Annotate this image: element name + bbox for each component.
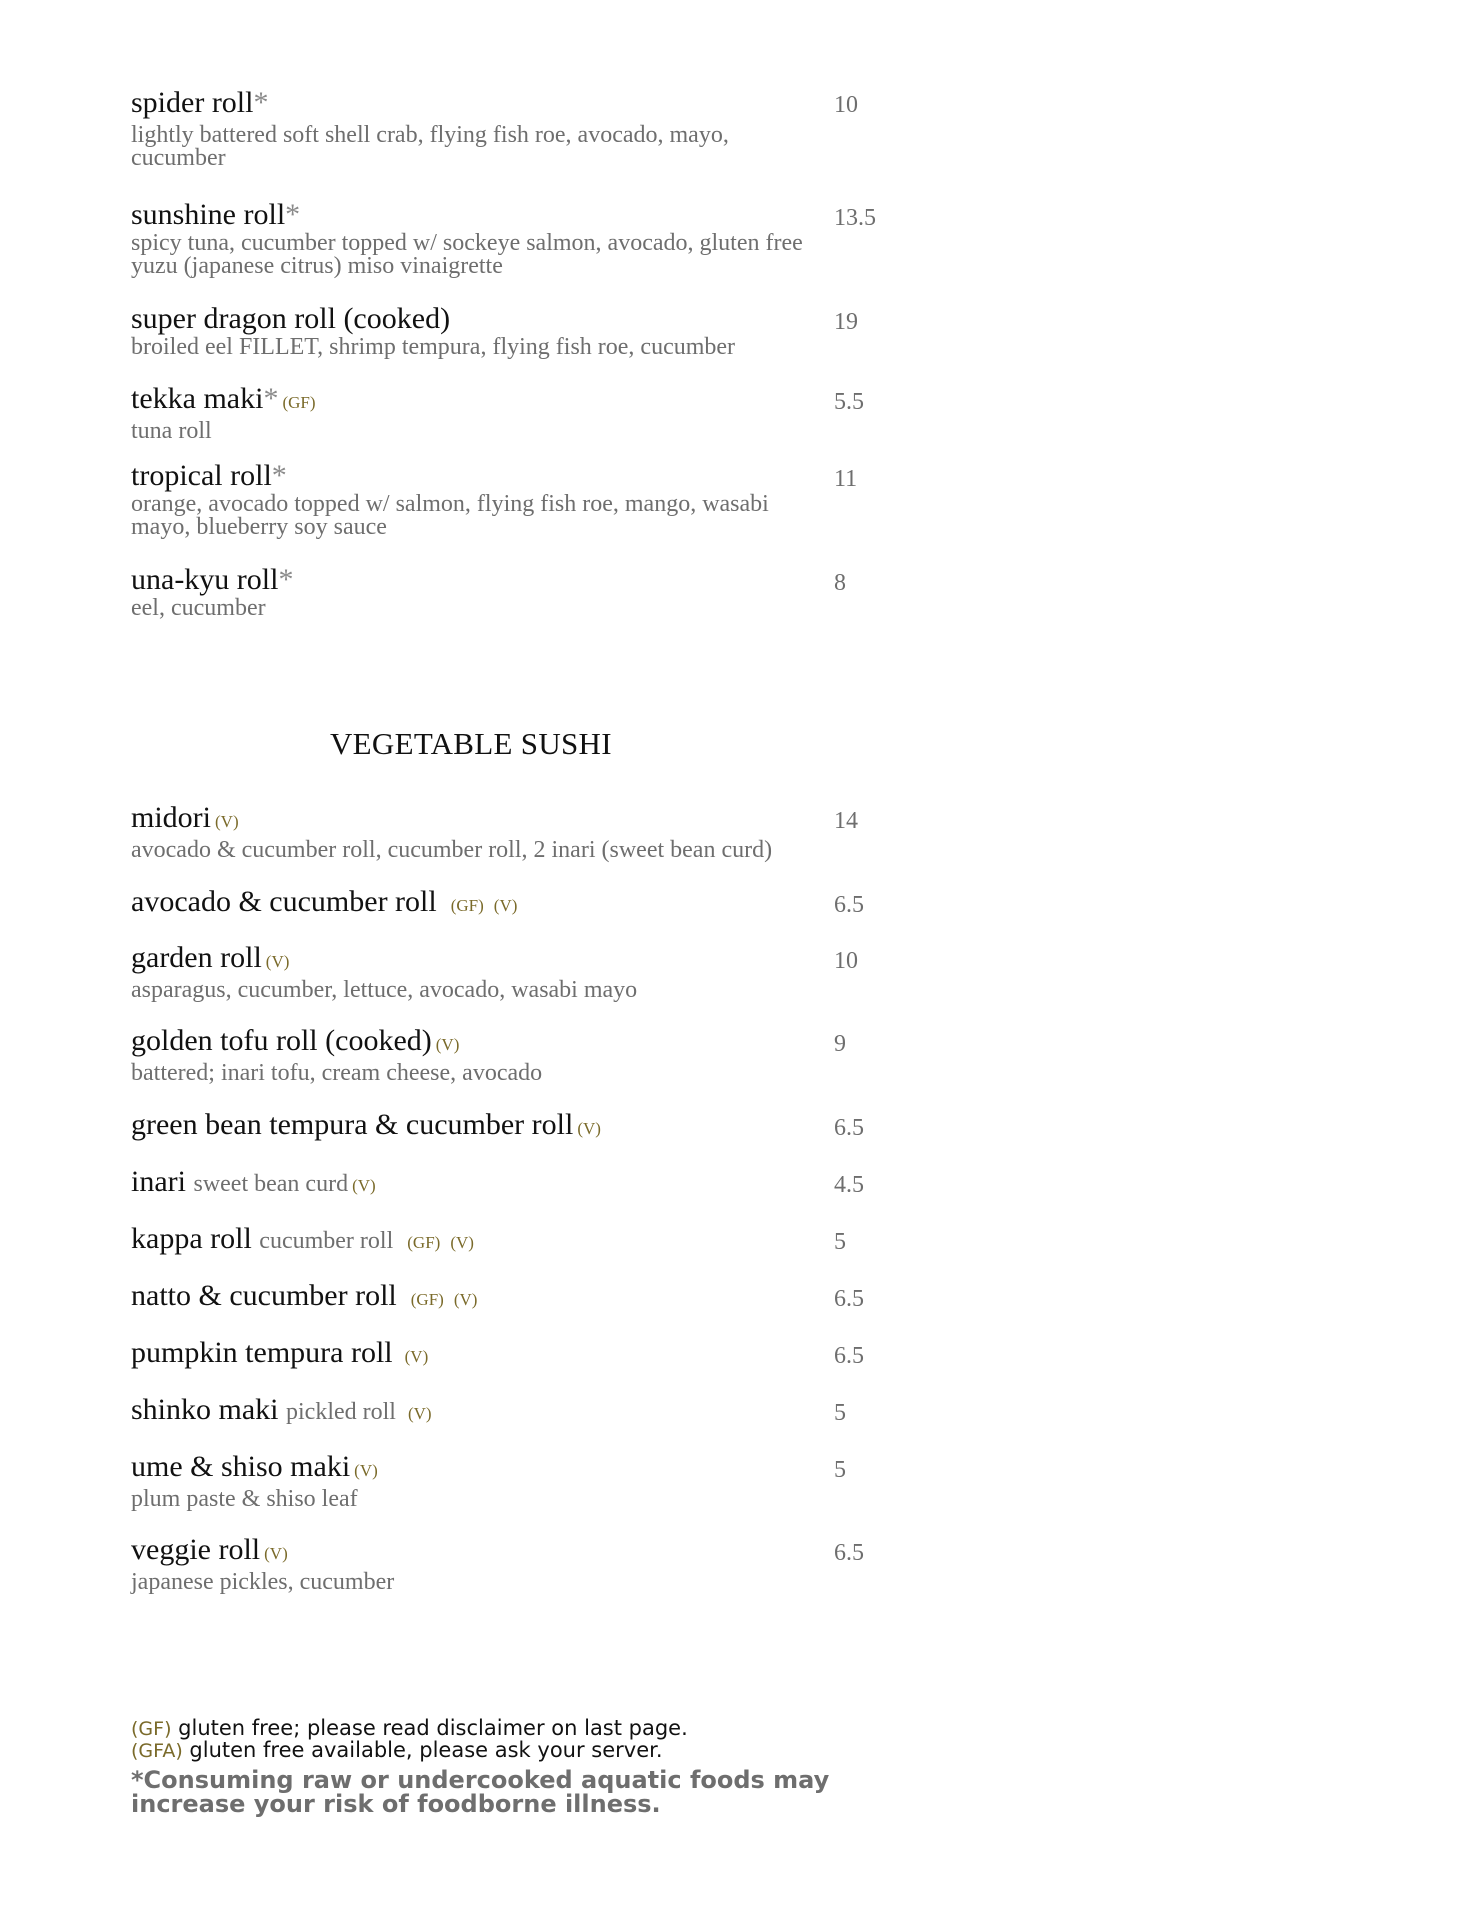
item-description: broiled eel FILLET, shrimp tempura, flying fish roe, cucumber xyxy=(131,334,736,360)
vegetarian-tag: (V) xyxy=(215,812,239,831)
raw-asterisk: * xyxy=(271,459,287,492)
item-price: 6.5 xyxy=(834,1343,864,1369)
item-description: battered; inari tofu, cream cheese, avocado xyxy=(131,1060,543,1086)
vegetarian-tag: (V) xyxy=(404,1347,429,1366)
consumer-advisory: *Consuming raw or undercooked aquatic foods may increase your risk of foodborne illness. xyxy=(131,1766,830,1818)
item-description: japanese pickles, cucumber xyxy=(131,1569,395,1595)
menu-item xyxy=(131,1279,891,1317)
item-name: garden roll xyxy=(131,941,262,974)
gluten-free-tag: (GF) xyxy=(410,1290,444,1309)
item-price: 10 xyxy=(834,92,858,118)
vegetarian-tag: (V) xyxy=(453,1290,478,1309)
vegetarian-tag: (V) xyxy=(264,1544,288,1563)
footer-notes xyxy=(131,1718,891,1816)
item-name: una-kyu roll xyxy=(131,563,279,596)
raw-asterisk: * xyxy=(285,198,301,231)
menu-item xyxy=(131,1165,891,1203)
menu-item xyxy=(131,1393,891,1431)
menu-item xyxy=(131,1533,891,1594)
vegetarian-tag: (V) xyxy=(352,1176,376,1195)
item-price: 6.5 xyxy=(834,1115,864,1141)
vegetarian-tag: (V) xyxy=(265,952,290,971)
gluten-free-tag: (GF) xyxy=(407,1233,441,1252)
raw-asterisk: * xyxy=(278,563,294,596)
item-price: 5 xyxy=(834,1457,846,1483)
item-price: 11 xyxy=(834,466,858,492)
gfa-legend-text: gluten free available, please ask your server. xyxy=(189,1738,663,1762)
menu-item xyxy=(131,1450,891,1511)
vegetarian-tag: (V) xyxy=(435,1035,460,1054)
item-description: spicy tuna, cucumber topped w/ sockeye salmon, avocado, gluten free yuzu (japanese citrus) miso vinaigrette xyxy=(131,230,803,279)
menu-item xyxy=(131,459,891,539)
item-name: golden tofu roll (cooked) xyxy=(131,1024,432,1057)
menu-item xyxy=(131,1108,891,1146)
item-price: 5.5 xyxy=(834,389,864,415)
item-price: 13.5 xyxy=(834,205,876,231)
menu-item xyxy=(131,1222,891,1260)
item-price: 6.5 xyxy=(834,1540,864,1566)
gluten-free-tag: (GF) xyxy=(282,393,316,412)
item-price: 8 xyxy=(834,570,846,596)
item-name: shinko maki xyxy=(131,1393,279,1426)
item-name: veggie roll xyxy=(131,1533,261,1566)
item-description: tuna roll xyxy=(131,418,212,444)
item-name: natto & cucumber roll xyxy=(131,1279,397,1312)
menu-item xyxy=(131,563,891,620)
item-name: super dragon roll (cooked) xyxy=(131,302,451,335)
item-description: lightly battered soft shell crab, flying fish roe, avocado, mayo, cucumber xyxy=(131,122,729,171)
gf-legend-tag: (GF) xyxy=(131,1718,172,1740)
item-price: 19 xyxy=(834,309,858,335)
item-inline-description: sweet bean curd xyxy=(193,1171,349,1197)
menu-item xyxy=(131,198,891,278)
item-price: 9 xyxy=(834,1031,846,1057)
gluten-free-tag: (GF) xyxy=(450,896,484,915)
menu-item xyxy=(131,1024,891,1085)
item-name: sunshine roll xyxy=(131,198,286,231)
item-price: 14 xyxy=(834,808,858,834)
raw-asterisk: * xyxy=(253,86,269,119)
item-price: 5 xyxy=(834,1229,846,1255)
item-name: green bean tempura & cucumber roll xyxy=(131,1108,574,1141)
item-inline-description: cucumber roll xyxy=(259,1228,394,1254)
item-description: eel, cucumber xyxy=(131,595,266,621)
menu-item xyxy=(131,86,891,170)
item-description: plum paste & shiso leaf xyxy=(131,1486,358,1512)
vegetarian-tag: (V) xyxy=(407,1404,432,1423)
menu-item xyxy=(131,801,891,862)
vegetarian-tag: (V) xyxy=(577,1119,601,1138)
item-description: asparagus, cucumber, lettuce, avocado, wasabi mayo xyxy=(131,977,638,1003)
raw-asterisk: * xyxy=(263,382,279,415)
item-name: spider roll xyxy=(131,86,254,119)
item-inline-description: pickled roll xyxy=(286,1399,396,1425)
item-price: 6.5 xyxy=(834,892,864,918)
item-price: 10 xyxy=(834,948,858,974)
item-name: avocado & cucumber roll xyxy=(131,885,437,918)
menu-item xyxy=(131,941,891,1002)
item-name: midori xyxy=(131,801,211,834)
menu-item xyxy=(131,382,891,443)
item-name: pumpkin tempura roll xyxy=(131,1336,393,1369)
item-description: avocado & cucumber roll, cucumber roll, 2 inari (sweet bean curd) xyxy=(131,837,773,863)
gf-legend xyxy=(131,1718,891,1740)
menu-item xyxy=(131,1336,891,1374)
item-price: 5 xyxy=(834,1400,846,1426)
menu-item xyxy=(131,302,891,359)
item-name: kappa roll xyxy=(131,1222,252,1255)
vegetarian-tag: (V) xyxy=(450,1233,474,1252)
item-price: 4.5 xyxy=(834,1172,864,1198)
item-name: tekka maki xyxy=(131,382,264,415)
gfa-legend-tag: (GFA) xyxy=(131,1740,183,1762)
item-name: ume & shiso maki xyxy=(131,1450,351,1483)
gfa-legend xyxy=(131,1740,891,1762)
vegetarian-tag: (V) xyxy=(354,1461,378,1480)
gf-legend-text: gluten free; please read disclaimer on last page. xyxy=(178,1716,688,1740)
item-name: tropical roll xyxy=(131,459,272,492)
menu-item xyxy=(131,885,891,923)
section-title: VEGETABLE SUSHI xyxy=(330,726,612,761)
item-name: inari xyxy=(131,1165,186,1198)
vegetarian-tag: (V) xyxy=(493,896,518,915)
item-price: 6.5 xyxy=(834,1286,864,1312)
item-description: orange, avocado topped w/ salmon, flying fish roe, mango, wasabi mayo, blueberry soy sauce xyxy=(131,491,769,540)
